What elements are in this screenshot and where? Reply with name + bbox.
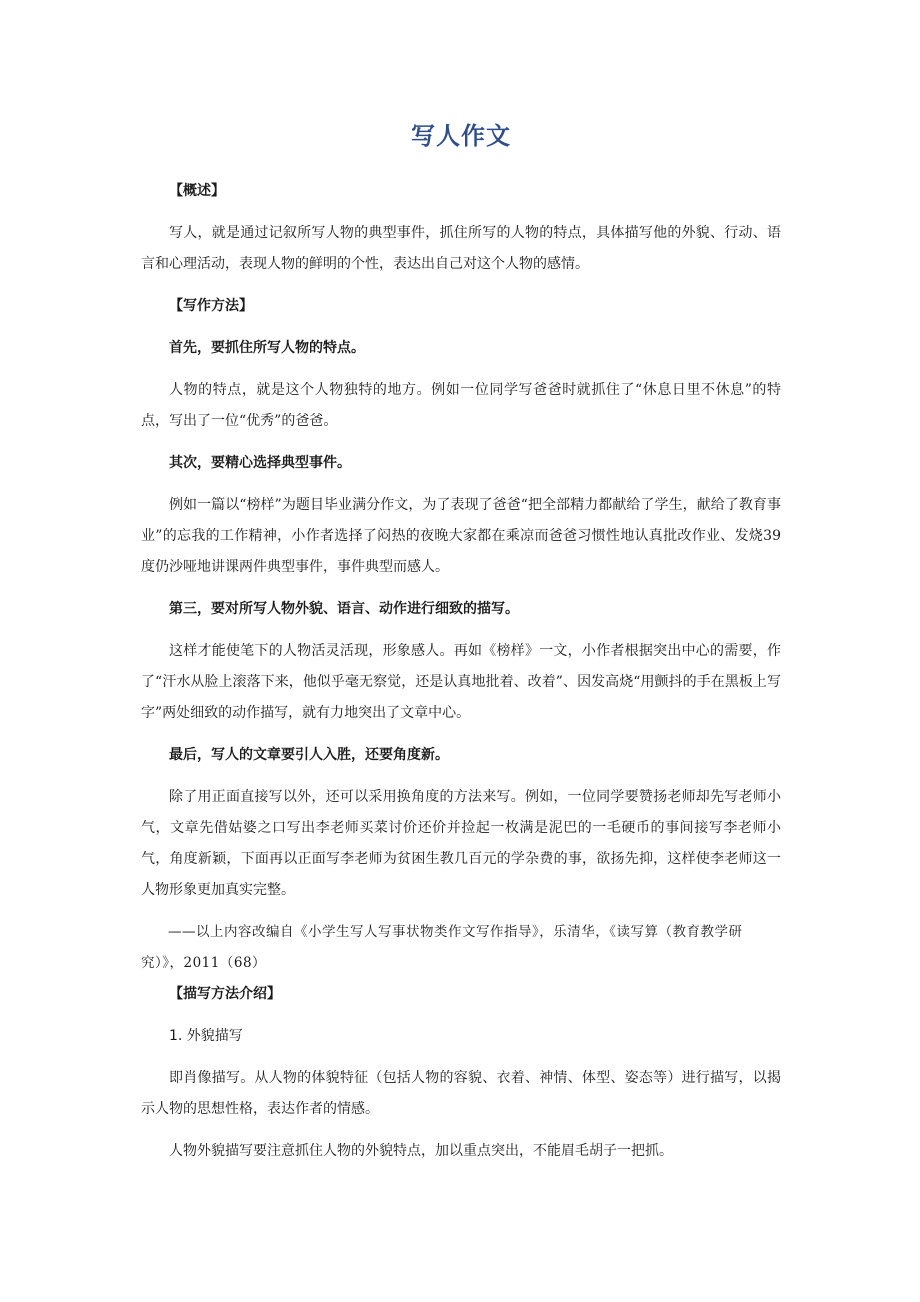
source-citation: ——以上内容改编自《小学生写人写事状物类作文写作指导》，乐清华，《读写算（教育教学研究）》，2011（68） xyxy=(141,924,743,971)
method-heading-1: 首先，要抓住所写人物的特点。 xyxy=(169,340,365,356)
method-paragraph-3: 这样才能使笔下的人物活灵活现，形象感人。再如《榜样》一文，小作者根据突出中心的需要，作了“汗水从脸上滚落下来，他似乎毫无察觉，还是认真地批着、改着”、因发高烧“用颤抖的手在黑板上写字”两处细致的动作描写，就有力地突出了文章中心。 xyxy=(141,643,781,721)
description-paragraph-1: 即肖像描写。从人物的体貌特征（包括人物的容貌、衣着、神情、体型、姿态等）进行描写，以揭示人物的思想性格，表达作者的情感。 xyxy=(141,1070,781,1117)
section-heading-description: 【描写方法介绍】 xyxy=(169,986,281,1002)
method-heading-4: 最后，写人的文章要引人入胜，还要角度新。 xyxy=(169,747,449,763)
document-body xyxy=(141,176,781,1178)
method-heading-2: 其次，要精心选择典型事件。 xyxy=(169,455,351,471)
page-title: 写人作文 xyxy=(411,122,511,150)
section-heading-overview: 【概述】 xyxy=(169,183,225,199)
method-paragraph-4: 除了用正面直接写以外，还可以采用换角度的方法来写。例如，一位同学要赞扬老师却先写老师小气，文章先借姑婆之口写出李老师买菜讨价还价并捡起一枚满是泥巴的一毛硬币的事间接写李老师小气，角度新颖，下面再以正面写李老师为贫困生教几百元的学杂费的事，欲扬先抑，这样使李老师这一人物形象更加真实完整。 xyxy=(141,789,781,898)
method-paragraph-1: 人物的特点，就是这个人物独特的地方。例如一位同学写爸爸时就抓住了“休息日里不休息”的特点，写出了一位“优秀”的爸爸。 xyxy=(141,382,781,429)
subheading-appearance: 1. 外貌描写 xyxy=(169,1028,243,1044)
section-heading-methods: 【写作方法】 xyxy=(169,298,253,314)
overview-paragraph: 写人，就是通过记叙所写人物的典型事件，抓住所写的人物的特点，具体描写他的外貌、行动、语言和心理活动，表现人物的鲜明的个性，表达出自己对这个人物的感情。 xyxy=(141,225,781,272)
method-paragraph-2: 例如一篇以“榜样”为题目毕业满分作文，为了表现了爸爸“把全部精力都献给了学生，献给了教育事业”的忘我的工作精神，小作者选择了闷热的夜晚大家都在乘凉而爸爸习惯性地认真批改作业、发烧39度仍沙哑地讲课两件典型事件，事件典型而感人。 xyxy=(141,497,781,575)
method-heading-3: 第三，要对所写人物外貌、语言、动作进行细致的描写。 xyxy=(169,601,519,617)
description-paragraph-2: 人物外貌描写要注意抓住人物的外貌特点，加以重点突出，不能眉毛胡子一把抓。 xyxy=(169,1143,673,1159)
